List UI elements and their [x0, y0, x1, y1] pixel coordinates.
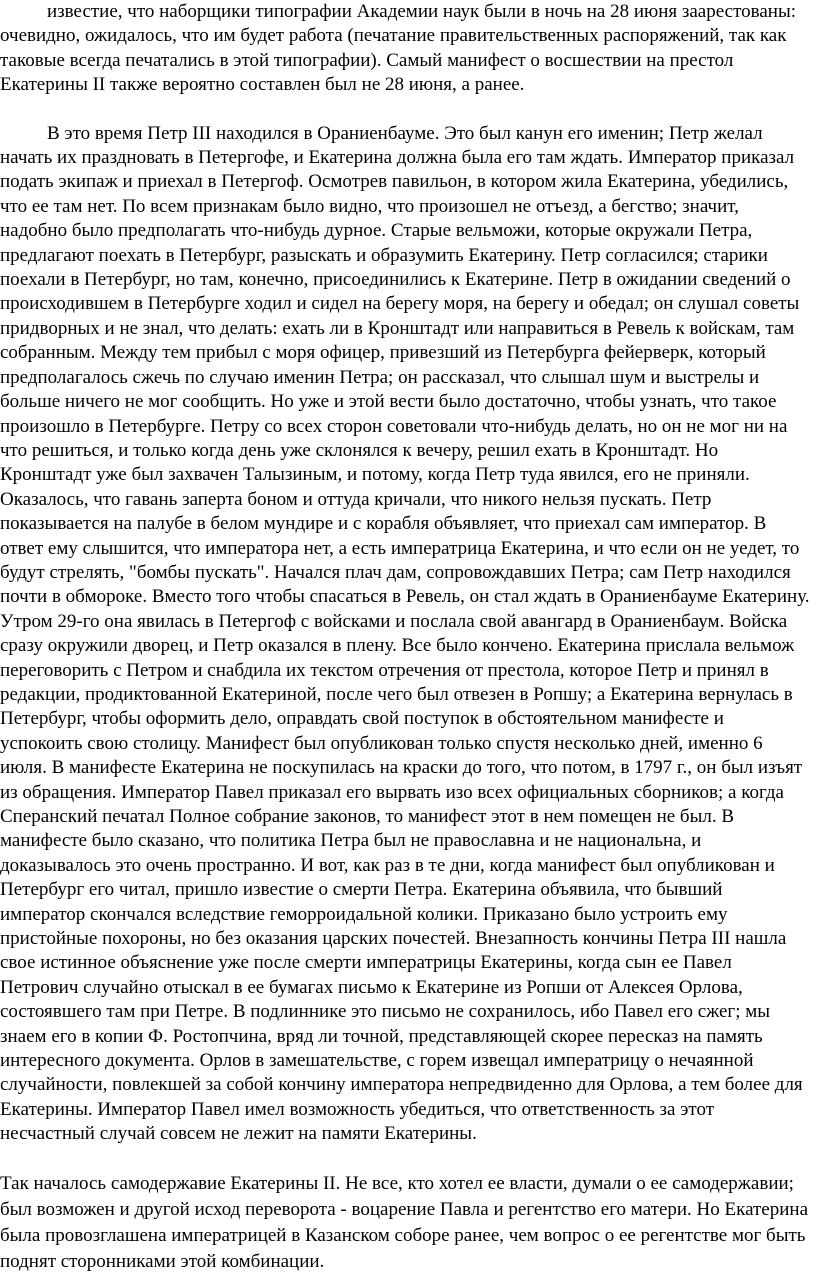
paragraph-2: В это время Петр III находился в Ораниенбауме. Это был канун его именин; Петр желал начать их праздновать в Петергофе, и Екатерина должна была его там ждать. Император приказал подать экипаж и приехал в Петергоф. Осмотрев павильон, в котором жила Екатерина, убедились, что ее там нет. По всем признакам было видно, что произошел не отъезд, а бегство; значит, надобно было предполагать что-нибудь дурное. Старые вельможи, которые окружали Петра, предлагают поехать в Петербург, разыскать и образумить Екатерину. Петр согласился; старики поехали в Петербург, но там, конечно, присоединились к Екатерине. Петр в ожидании сведений о происходившем в Петербурге ходил и сидел на берегу моря, на берегу и обедал; он слушал советы придворных и не знал, что делать: ехать ли в Кронштадт или направиться в Ревель к войскам, там собранным. Между тем прибыл с моря офицер, привезший из Петербурга фейерверк, который предполагалось сжечь по случаю именин Петра; он рассказал, что слышал шум и выстрелы и больше ничего не мог сообщить. Но уже и этой вести было достаточно, чтобы узнать, что такое произошло в Петербурге. Петру со всех сторон советовали что-нибудь делать, но он не мог ни на что решиться, и только когда день уже склонялся к вечеру, решил ехать в Кронштадт. Но Кронштадт уже был захвачен Талызиным, и потому, когда Петр туда явился, его не приняли. Оказалось, что гавань заперта боном и оттуда кричали, что никого нельзя пускать. Петр показывается на палубе в белом мундире и с корабля объявляет, что приехал сам император. В ответ ему слышится, что императора нет, а есть императрица Екатерина, и что если он не уедет, то будут стрелять, "бомбы пускать". Начался плач дам, сопровождавших Петра; сам Петр находился почти в обмороке. Вместо того чтобы спасаться в Ревель, он стал ждать в Ораниенбауме Екатерину. Утром 29-го она явилась в Петергоф с войсками и послала свой авангард в Ораниенбаум. Войска сразу окружили дворец, и Петр оказался в плену. Все было кончено. Екатерина прислала вельмож переговорить с Петром и снабдила их текстом отречения от престола, которое Петр и принял в редакции, продиктованной Екатериной, после чего был отвезен в Ропшу; а Екатерина вернулась в Петербург, чтобы оформить дело, оправдать свой поступок в обстоятельном манифесте и успокоить свою столицу. Манифест был опубликован только спустя несколько дней, именно 6 июля. В манифесте Екатерина не поскупилась на краски до того, что потом, в 1797 г., он был изъят из обращения. Император Павел приказал его вырвать изо всех официальных сборников; а когда Сперанский печатал Полное собрание законов, то манифест этот в нем помещен не был. В манифесте было сказано, что политика Петра был не православна и не национальна, и доказывалось это очень пространно. И вот, как раз в те дни, когда манифест был опубликован и Петербург его читал, пришло известие о смерти Петра. Екатерина объявила, что бывший император скончался вследствие геморроидальной колики. Приказано было устроить ему пристойные похороны, но без оказания царских почестей. Внезапность кончины Петра III нашла свое истинное объяснение уже после смерти императрицы Екатерины, когда сын ее Павел Петрович случайно отыскал в ее бумагах письмо к Екатерине из Ропши от Алексея Орлова, состоявшего там при Петре. В подлиннике это письмо не сохранилось, ибо Павел его сжег; мы знаем его в копии Ф. Ростопчина, вряд ли точной, представляющей скорее пересказ на память интересного документа. Орлов в замешательстве, с горем извещал императрицу о нечаянной случайности, повлекшей за собой кончину императора непредвиденно для Орлова, а тем более для Екатерины. Император Павел имел возможность убедиться, что ответственность за этот несчастный случай совсем не лежит на памяти Екатерины. — [0, 122, 810, 1145]
paragraph-1: известие, что наборщики типографии Академии наук были в ночь на 28 июня заарестованы: очевидно, ожидалось, что им будет работа (печатание правительственных распоряжений, так как таковые всегда печатались в этой типографии). Самый манифест о восшествии на престол Екатерины II также вероятно составлен был не 28 июня, а ранее. — [0, 1, 796, 96]
paragraph-3: Так началось самодержавие Екатерины II. Не все, кто хотел ее власти, думали о ее самодержавии; был возможен и другой исход переворота - воцарение Павла и регентство его матери. Но Екатерина была провозглашена императрицей в Казанском соборе ранее, чем вопрос о ее регентстве мог быть поднят сторонниками этой комбинации. — [0, 1172, 809, 1272]
